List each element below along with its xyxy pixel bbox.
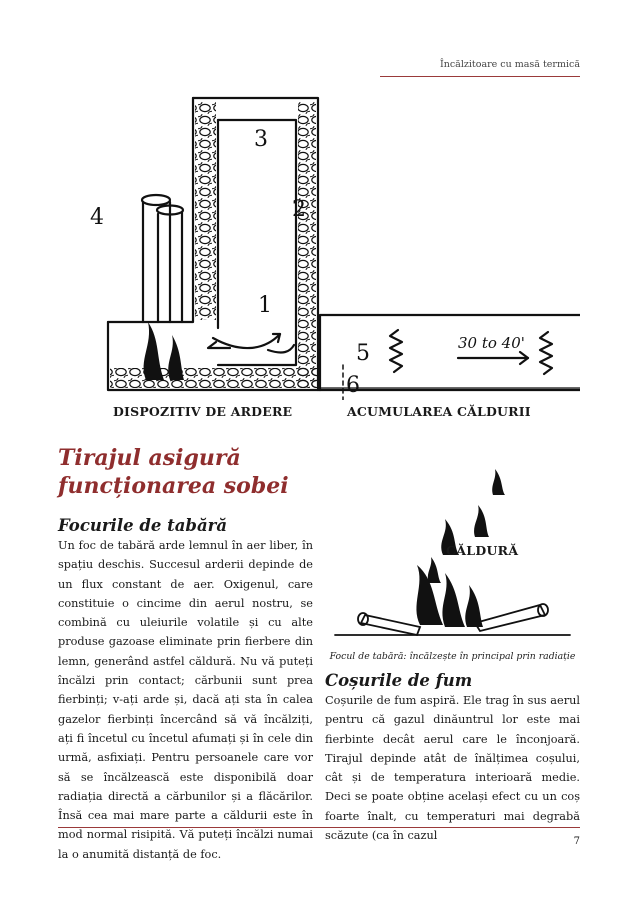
diagram-caption-right: ACUMULAREA CĂLDURII: [347, 404, 531, 419]
diagram-label-2: 2: [292, 197, 306, 222]
diagram-distance-label: 30 to 40': [458, 334, 525, 352]
stove-diagram: [58, 90, 580, 400]
chimneys-heading: Coșurile de fum: [325, 671, 473, 690]
footer-rule: [58, 827, 580, 828]
diagram-label-6: 6: [346, 373, 360, 398]
section-title: Tirajul asigură funcționarea sobei: [58, 445, 289, 499]
page-number: 7: [573, 836, 580, 847]
diagram-label-1: 1: [258, 293, 272, 318]
diagram-label-3: 3: [254, 127, 268, 152]
chimneys-body-text: Coșurile de fum aspiră. Ele trag în sus aerul pentru că gazul dinăuntrul lor este mai fierbinte decât aerul care le înconjoară. Tirajul depinde atât de înălțimea coșului, cât și de temperatura interioară medie. Deci se poate obține același efect cu un coș foarte înalt, cu temperaturi mai degrabă scăzute (ca în cazul: [325, 694, 580, 843]
header-rule: [380, 76, 580, 77]
running-header: Încălzitoare cu masă termică: [439, 59, 580, 70]
campfire-heading: Focurile de tabără: [58, 516, 228, 535]
diagram-label-5: 5: [356, 341, 370, 366]
campfire-body-text: Un foc de tabără arde lemnul în aer liber, în spațiu deschis. Succesul arderii depinde de un flux constant de aer. Oxigenul, care constituie o cincime din aerul nostru, se combină cu uleiurile volatile și cu alte produse gazoase eliminate prin fierbere din lemn, generând astfel căldură. Nu vă puteți încălzi prin contact; cărbunii sunt prea fierbinți; v-ați arde și, dacă ați sta în calea gazelor fierbinți încercând să vă încălziți, ați fi încetul cu încetul afumați și în cele din urmă, asfixiați. Pentru persoanele care vor să se încălzească este disponibilă doar radiația directă a cărbunilor și a flăcărilor. Însă cea mai mare parte a căldurii este în mod normal risipită. Vă puteți încălzi numai la o anumită distanță de foc.: [58, 539, 313, 861]
diagram-caption-left: DISPOZITIV DE ARDERE: [113, 404, 293, 419]
diagram-label-4: 4: [90, 205, 104, 230]
heat-label: CĂLDURĂ: [446, 543, 519, 558]
campfire-figure-caption: Focul de tabără: încălzește în principal prin radiație: [329, 651, 576, 662]
